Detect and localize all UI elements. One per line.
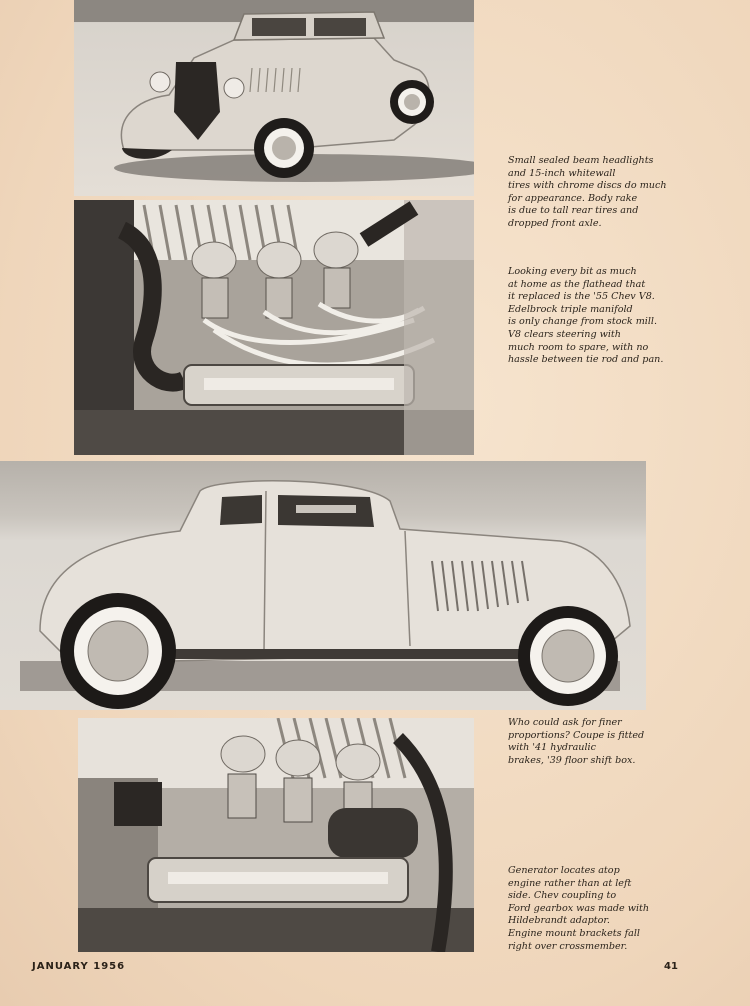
coupe-side-profile-photo — [0, 461, 646, 710]
caption-generator: Generator locates atop engine rather than at left side. Chev coupling to Ford gearbox was made with Hildebrandt adaptor. Engine mount brackets fall right over crossmember. — [508, 865, 650, 952]
caption-proportions: Who could ask for finer proportions? Coupe is fitted with '41 hydraulic brakes, '39 floor shift box. — [508, 717, 645, 766]
page-number: 41 — [664, 961, 678, 972]
caption-engine: Looking every bit as much at home as the flathead that it replaced is the '55 Chev V8. Edelbrock triple manifold is only change from stock mill. V8 clears steering with much room to spare, with no hassle between tie rod and pan. — [508, 266, 664, 366]
engine-bay-generator-photo — [78, 718, 474, 952]
engine-bay-top-photo — [74, 200, 474, 455]
issue-date: JANUARY 1956 — [32, 961, 126, 972]
caption-headlights: Small sealed beam headlights and 15-inch whitewall tires with chrome discs do much for appearance. Body rake is due to tall rear tires and dropped front axle. — [508, 155, 667, 229]
coupe-front-three-quarter-photo — [74, 0, 474, 196]
